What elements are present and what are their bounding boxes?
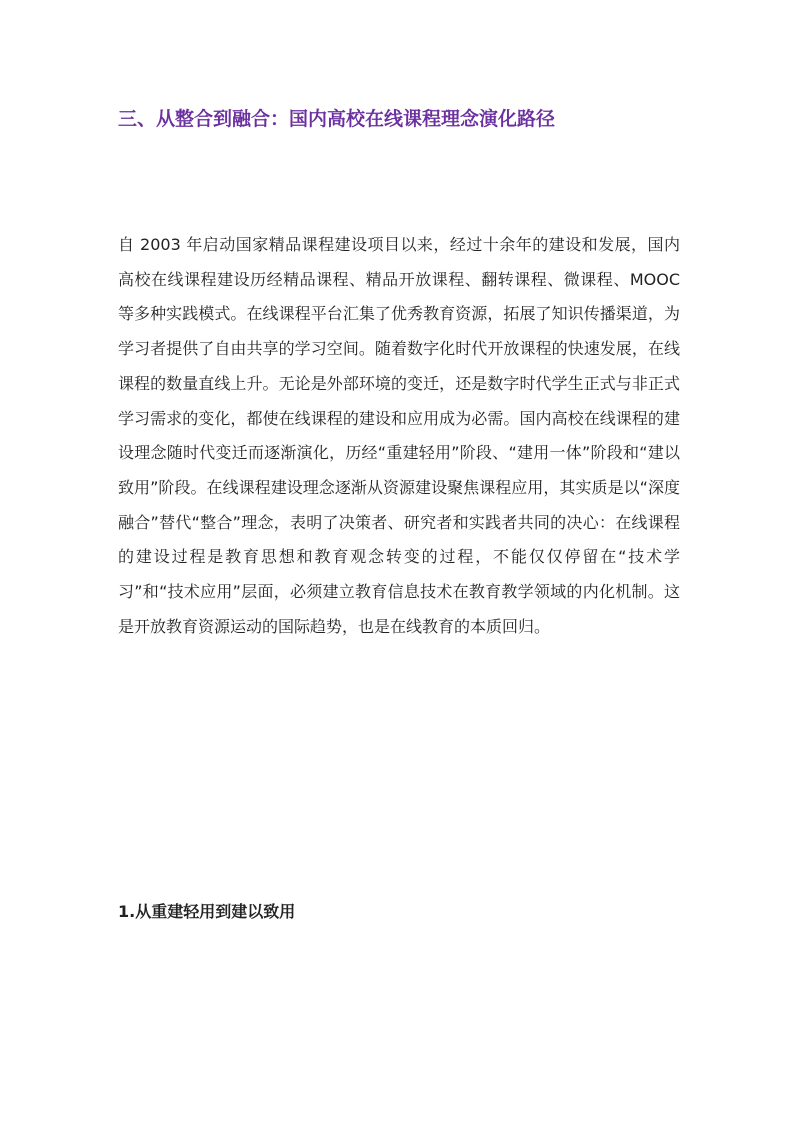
section-heading: 三、从整合到融合：国内高校在线课程理念演化路径 [118, 108, 556, 130]
body-paragraph: 自 2003 年启动国家精品课程建设项目以来，经过十余年的建设和发展，国内高校在线课程建设历经精品课程、精品开放课程、翻转课程、微课程、MOOC 等多种实践模式。在线课程平台汇集了优秀教育资源，拓展了知识传播渠道，为学习者提供了自由共享的学习空间。随着数字化时代开放课程的快速发展，在线课程的数量直线上升。无论是外部环境的变迁，还是数字时代学生正式与非正式学习需求的变化，都使在线课程的建设和应用成为必需。国内高校在线课程的建设理念随时代变迁而逐渐演化，历经“重建轻用”阶段、“建用一体”阶段和“建以致用”阶段。在线课程建设理念逐渐从资源建设聚焦课程应用，其实质是以“深度融合”替代“整合”理念，表明了决策者、研究者和实践者共同的决心：在线课程的建设过程是教育思想和教育观念转变的过程，不能仅仅停留在“技术学习”和“技术应用”层面，必须建立教育信息技术在教育教学领域的内化机制。这是开放教育资源运动的国际趋势，也是在线教育的本质回归。 [118, 235, 680, 636]
subsection-heading: 1.从重建轻用到建以致用 [118, 902, 296, 921]
